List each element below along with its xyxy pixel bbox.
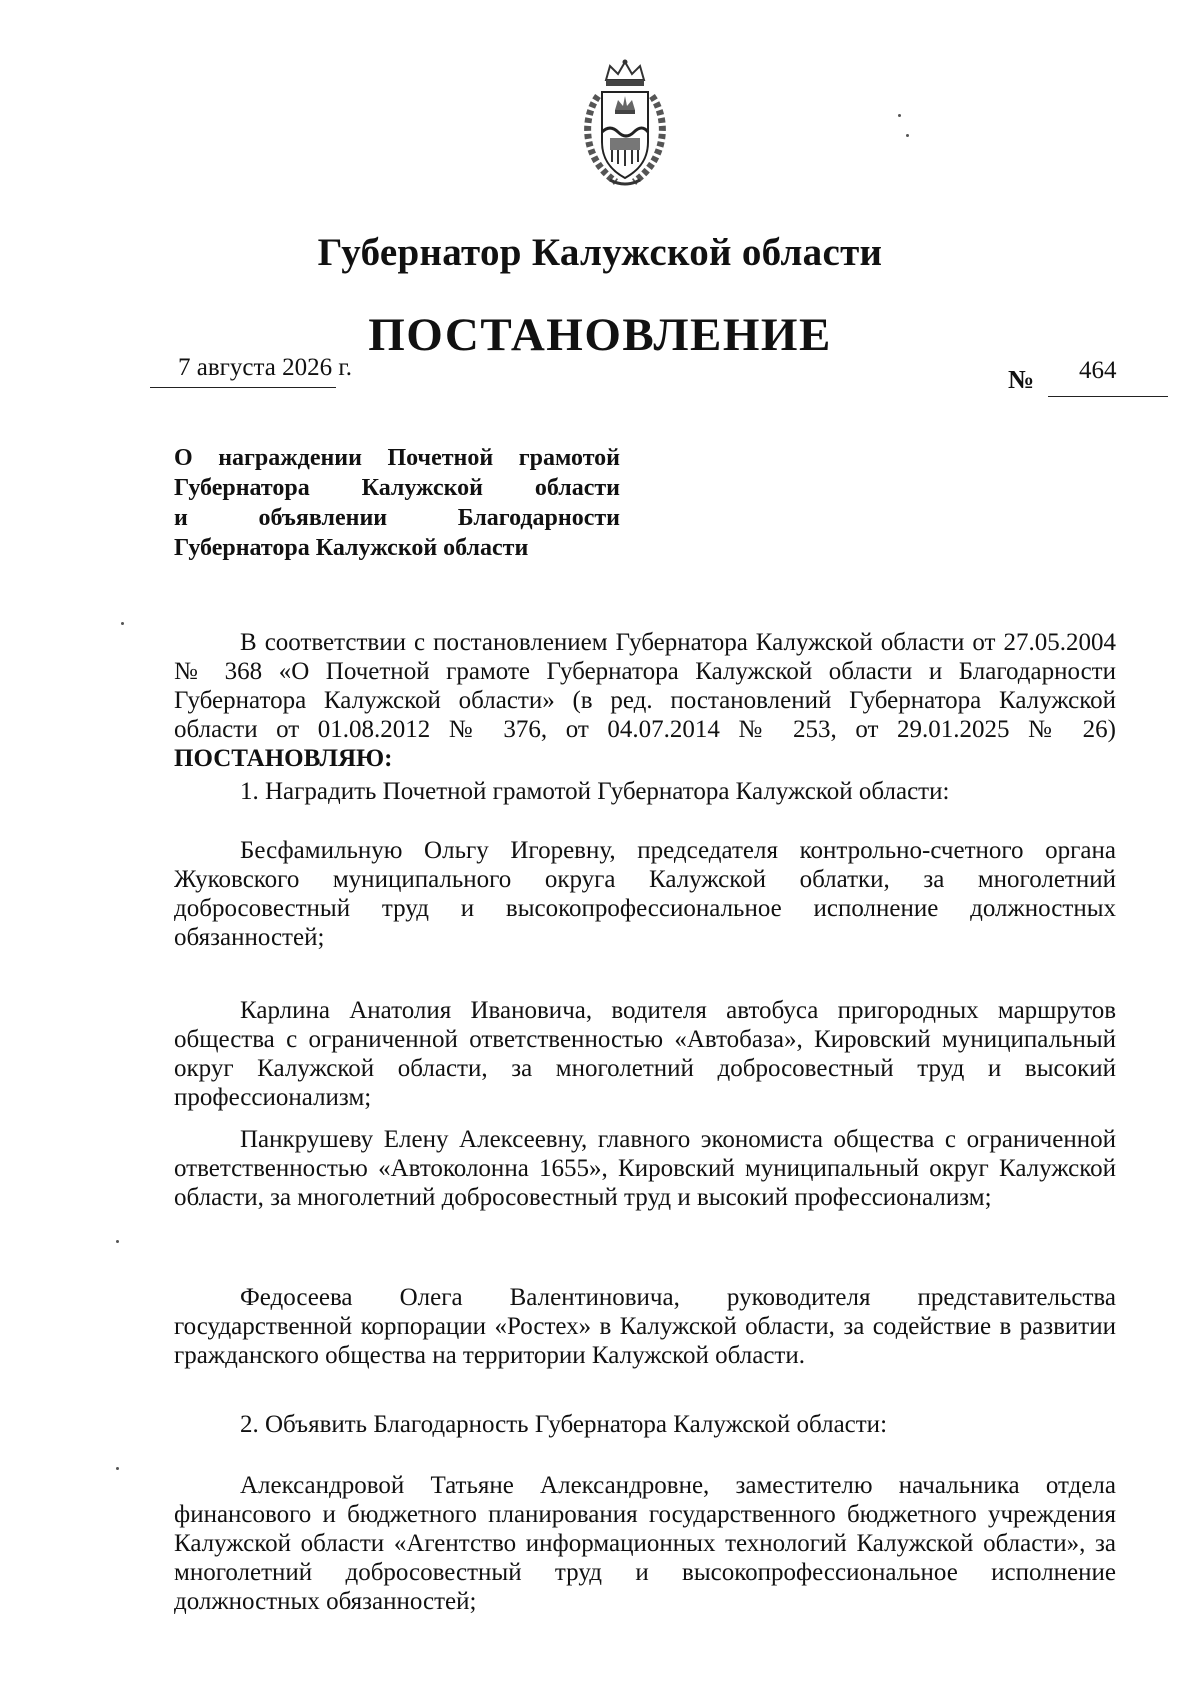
date-underline — [150, 387, 336, 388]
section-2-heading: 2. Объявить Благодарность Губернатора Калужской области: — [240, 1411, 888, 1438]
document-number: 464 — [1079, 357, 1117, 384]
subject-line: и объявлении Благодарности — [174, 505, 620, 531]
subject-line: О награждении Почетной грамотой — [174, 445, 620, 471]
issuing-authority: Губернатор Калужской области — [317, 231, 883, 274]
award-item: Панкрушеву Елену Алексеевну, главного экономиста общества с ограниченной ответственностью «Автоколонна 1655», Кировский муниципальный округ Калужской области, за многолетний добросовестный труд и высокий профессионализм; — [174, 1126, 1116, 1211]
scan-speck — [116, 1467, 119, 1470]
scan-speck — [906, 134, 909, 137]
award-item: Карлина Анатолия Ивановича, водителя автобуса пригородных маршрутов общества с ограниченной ответственностью «Автобаза», Кировский муниципальный округ Калужской области, за многолетний добросовестный труд и высокий профессионализм; — [174, 997, 1116, 1111]
document-subject — [174, 443, 620, 563]
kaluga-region-coat-of-arms-icon — [576, 58, 674, 190]
decree-word: ПОСТАНОВЛЯЮ: — [174, 745, 393, 772]
document-date: 7 августа 2026 г. — [178, 354, 353, 381]
section-1-heading: 1. Наградить Почетной грамотой Губернатора Калужской области: — [240, 778, 950, 805]
scan-speck — [121, 622, 124, 625]
award-item: Бесфамильную Ольгу Игоревну, председателя контрольно-счетного органа Жуковского муниципального округа Калужской облатки, за многолетний добросовестный труд и высокопрофессиональное исполнение должностных обязанностей; — [174, 837, 1116, 951]
award-item: Федосеева Олега Валентиновича, руководителя представительства государственной корпорации «Ростех» в Калужской области, за содействие в развитии гражданского общества на территории Калужской области. — [174, 1284, 1116, 1369]
number-underline — [1048, 396, 1168, 397]
preamble-paragraph — [174, 628, 1116, 773]
scan-speck — [898, 114, 901, 117]
preamble-text: В соответствии с постановлением Губернатора Калужской области от 27.05.2004 № 368 «О Почетной грамоте Губернатора Калужской области и Благодарности Губернатора Калужской области» (в ред. постановлений Губернатора Калужской области от 01.08.2012 № 376, от 04.07.2014 № 253, от 29.01.2025 № 26) — [174, 629, 1116, 743]
scan-speck — [116, 1240, 119, 1243]
document-number-field — [1008, 357, 1168, 397]
document-date-field — [150, 352, 353, 388]
subject-line: Губернатора Калужской области — [174, 535, 529, 561]
document-type-title: ПОСТАНОВЛЕНИЕ — [368, 309, 832, 361]
subject-line: Губернатора Калужской области — [174, 475, 620, 501]
gratitude-item: Александровой Татьяне Александровне, заместителю начальника отдела финансового и бюджетного планирования государственного бюджетного учреждения Калужской области «Агентство информационных технологий Калужской области», за многолетний добросовестный труд и высокопрофессиональное исполнение должностных обязанностей; — [174, 1472, 1116, 1615]
number-label: № — [1008, 365, 1035, 394]
